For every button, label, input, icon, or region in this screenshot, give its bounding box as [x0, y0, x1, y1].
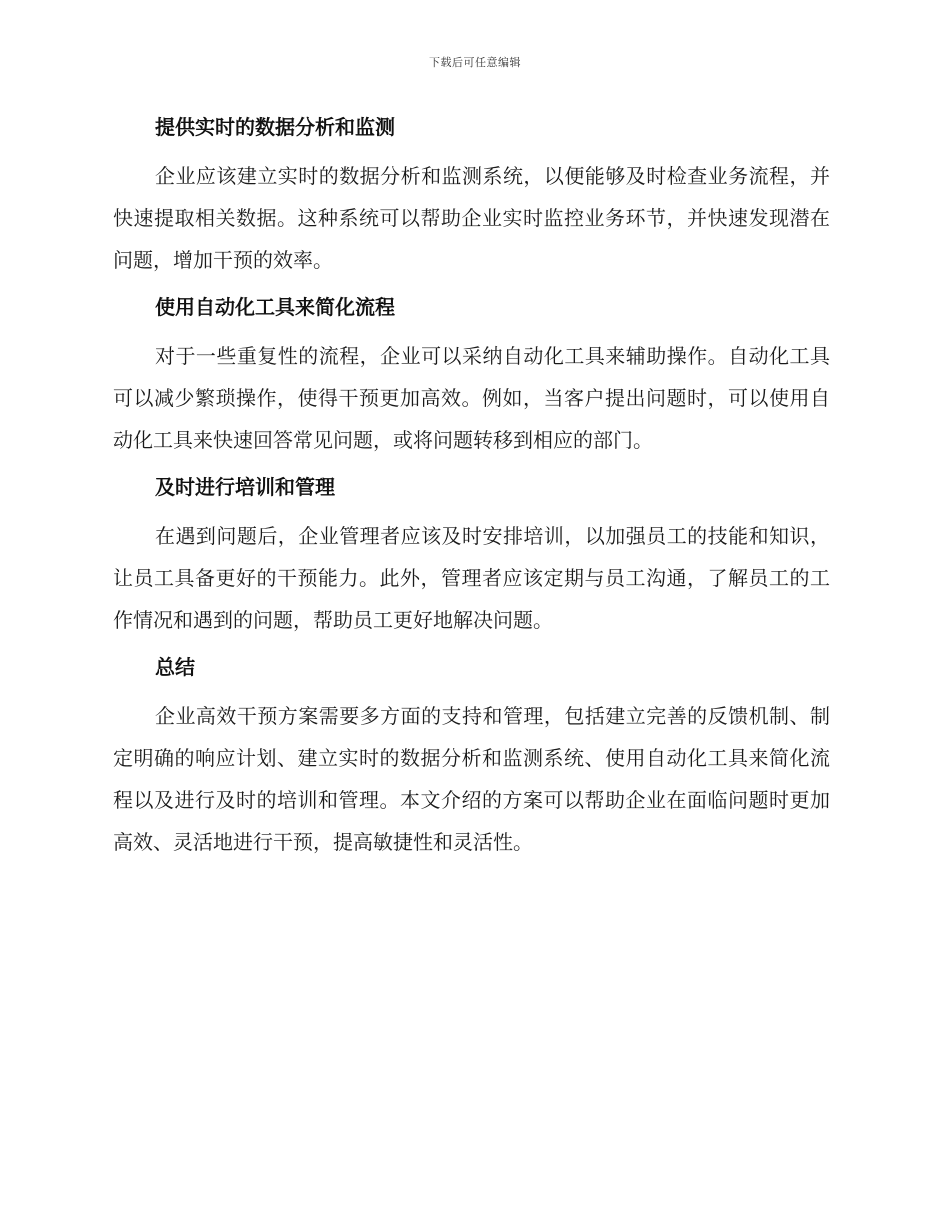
section-paragraph: 对于一些重复性的流程，企业可以采纳自动化工具来辅助操作。自动化工具可以减少繁琐操作，使得干预更加高效。例如，当客户提出问题时，可以使用自动化工具来快速回答常见问题，或将问题转移到相应的部门。: [113, 344, 830, 452]
page-header: 下载后可任意编辑: [429, 56, 521, 69]
section-paragraph: 企业应该建立实时的数据分析和监测系统，以便能够及时检查业务流程，并快速提取相关数据。这种系统可以帮助企业实时监控业务环节，并快速发现潜在问题，增加干预的效率。: [113, 164, 830, 272]
section-heading: 总结: [155, 655, 195, 679]
section-heading: 提供实时的数据分析和监测: [155, 115, 395, 139]
section-training-management: [113, 469, 830, 641]
section-realtime-analysis: [113, 109, 830, 281]
section-heading: 使用自动化工具来简化流程: [155, 295, 395, 319]
document-content: [113, 109, 830, 871]
section-summary: [113, 649, 830, 863]
section-automation-tools: [113, 289, 830, 461]
section-paragraph: 企业高效干预方案需要多方面的支持和管理，包括建立完善的反馈机制、制定明确的响应计划、建立实时的数据分析和监测系统、使用自动化工具来简化流程以及进行及时的培训和管理。本文介绍的方案可以帮助企业在面临问题时更加高效、灵活地进行干预，提高敏捷性和灵活性。: [113, 704, 830, 854]
section-heading: 及时进行培训和管理: [155, 475, 335, 499]
section-paragraph: 在遇到问题后，企业管理者应该及时安排培训，以加强员工的技能和知识，让员工具备更好的干预能力。此外，管理者应该定期与员工沟通，了解员工的工作情况和遇到的问题，帮助员工更好地解决问题。: [113, 524, 830, 632]
